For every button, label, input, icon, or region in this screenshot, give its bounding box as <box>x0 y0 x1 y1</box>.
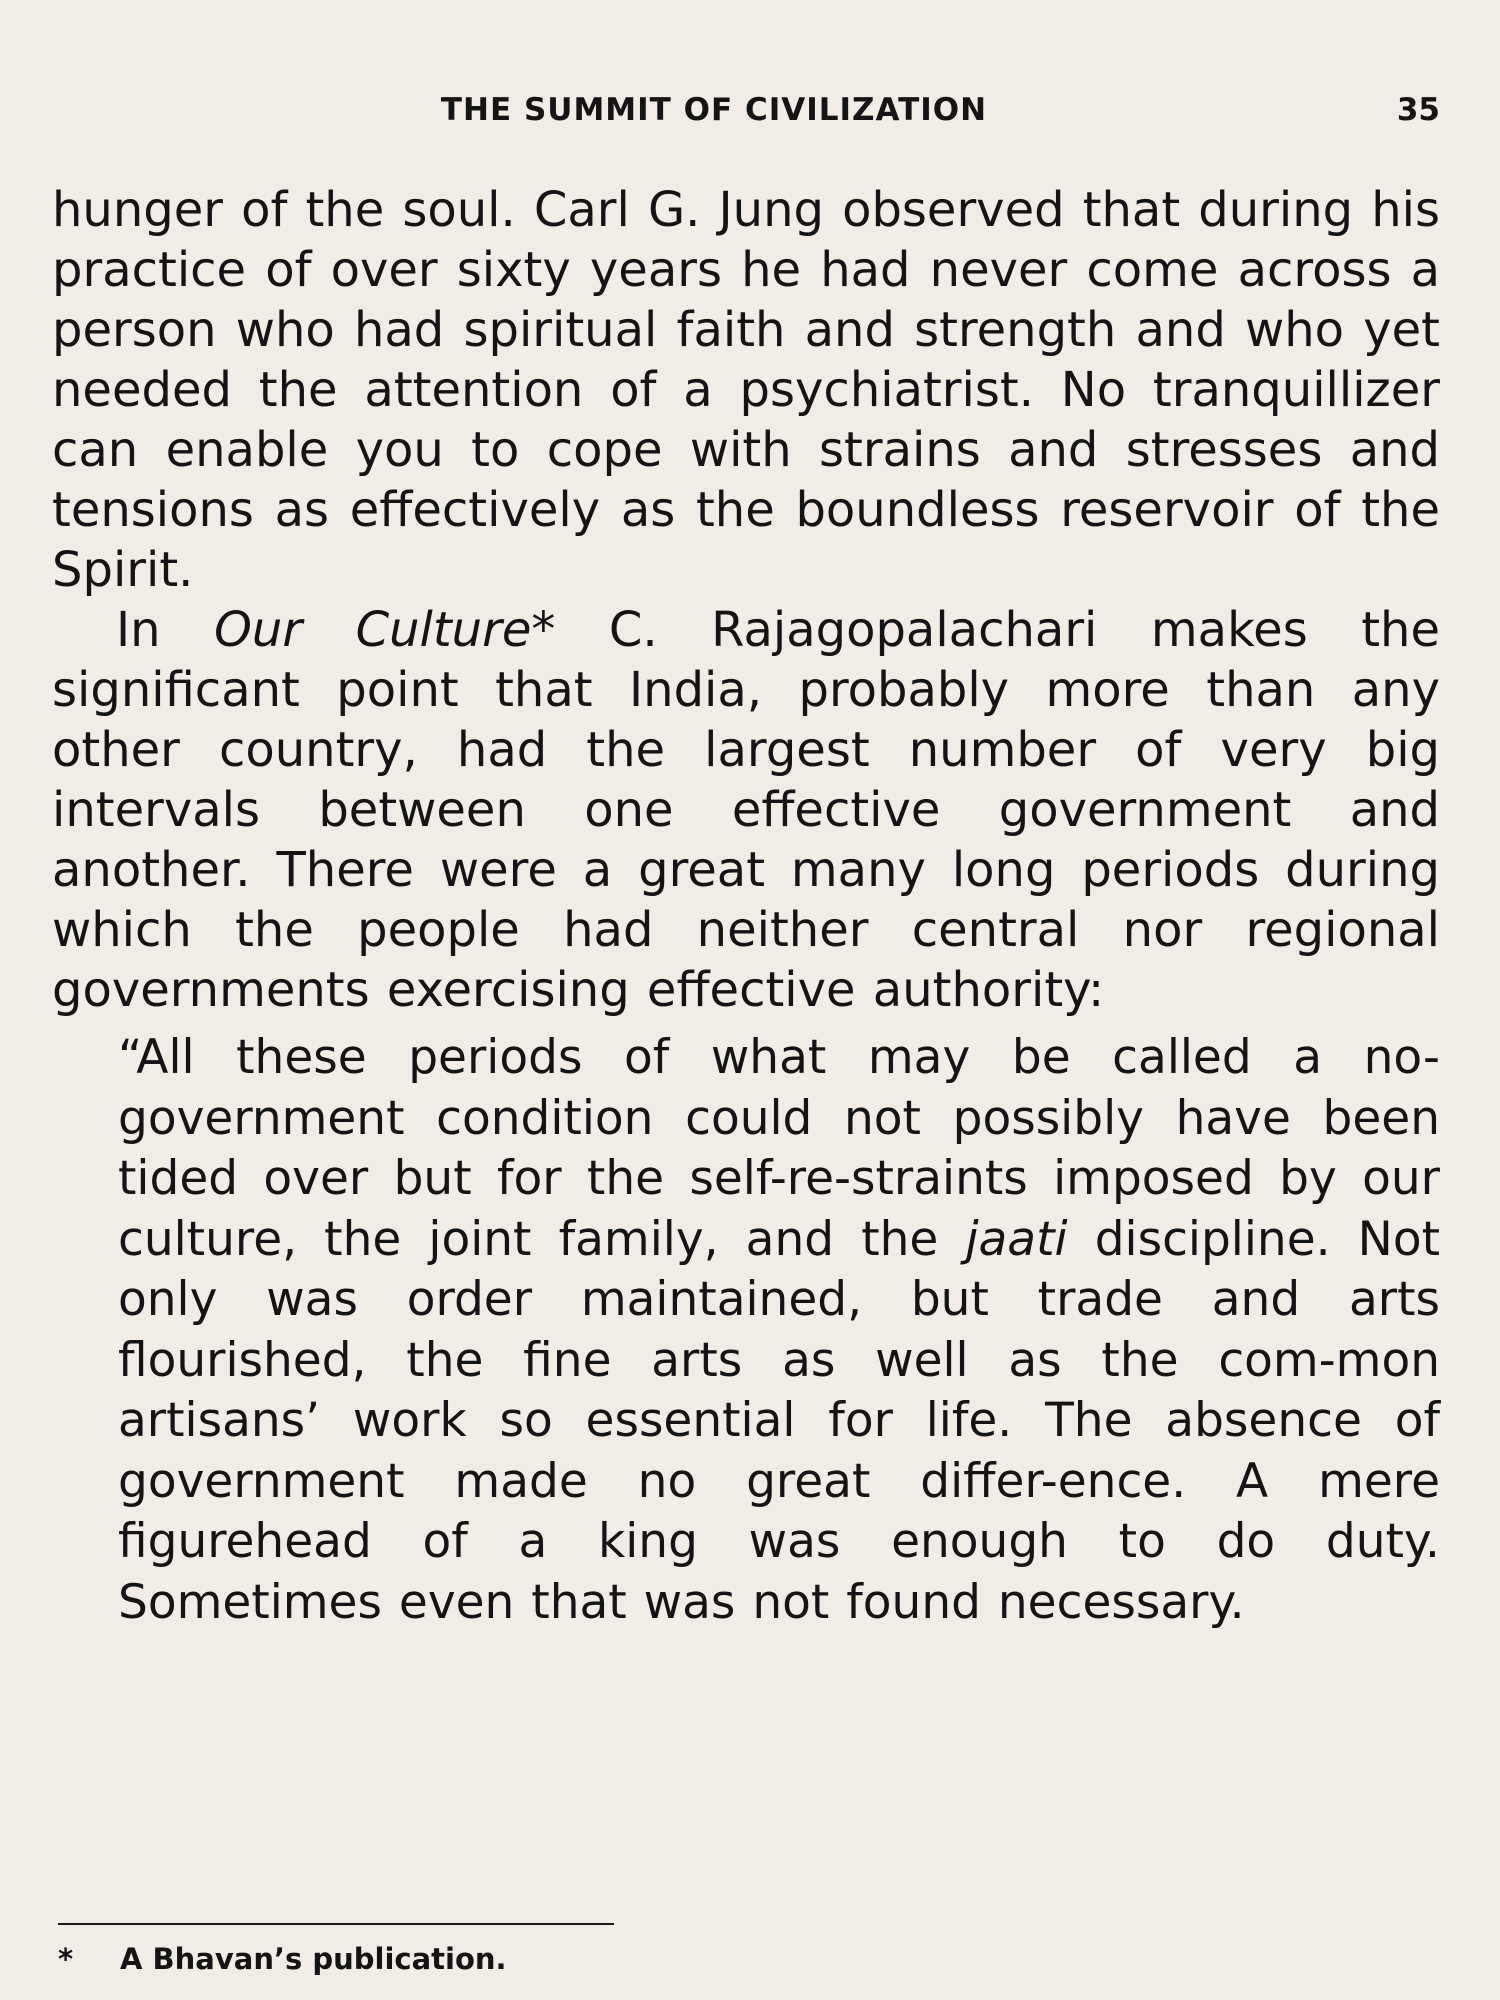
quotation-text <box>118 1028 1440 1633</box>
footnote-marker: * <box>58 1942 74 1976</box>
book-title: Our Culture <box>214 602 532 658</box>
footnote <box>58 1942 507 1976</box>
footnote-divider <box>58 1923 614 1925</box>
quotation-part-2: discipline. Not only was order maintained, but trade and arts flourished, the fine arts as well as the com-mon artisans’ work so essential for life. The absence of government made no great differ-ence. A mere figurehead of a king was enough to do duty. Sometimes even that was not found necessary. <box>118 1211 1441 1630</box>
paragraph-continued: hunger of the soul. Carl G. Jung observed that during his practice of over sixty years he had never come across a person who had spiritual faith and strength and who yet needed the attention of a psychiatrist. No tranquillizer can enable you to cope with strains and stresses and tensions as effectively as the boundless reservoir of the Spirit. <box>52 182 1440 598</box>
quotation-part-1: “All these periods of what may be called a no-government condition could not possibly have been tided over but for the self-re-straints imposed by our culture, the joint family, and the <box>118 1030 1440 1267</box>
block-quotation <box>118 1028 1440 1633</box>
running-title: THE SUMMIT OF CIVILIZATION <box>440 92 988 128</box>
paragraph-our-culture <box>52 600 1440 1020</box>
quotation-italic-word: jaati <box>965 1211 1068 1267</box>
footnote-text: A Bhavan’s publication. <box>120 1942 507 1976</box>
page-number: 35 <box>1396 92 1440 128</box>
page-body <box>52 180 1440 1633</box>
paragraph-rest: * C. Rajagopalachari makes the significant point that India, probably more than any other country, had the largest number of very big intervals between one effective government and another. There were a great many long periods during which the people had neither central nor regional governments exercising effective authority: <box>52 602 1441 1018</box>
paragraph-lead: In <box>116 602 215 658</box>
running-head <box>52 92 1440 132</box>
